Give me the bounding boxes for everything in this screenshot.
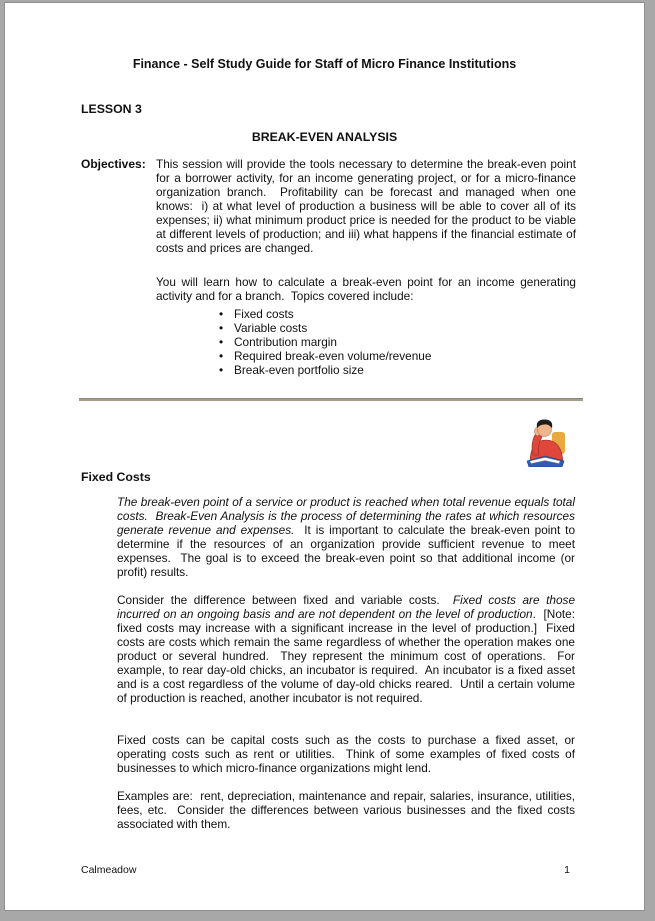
topic-label: Fixed costs <box>234 307 294 321</box>
bullet-icon: • <box>219 307 224 321</box>
section-title: BREAK-EVEN ANALYSIS <box>251 130 398 144</box>
topic-label: Variable costs <box>234 321 308 335</box>
bullet-icon: • <box>219 335 224 349</box>
objectives-label: Objectives: <box>81 157 146 171</box>
fixed-costs-paragraph-2 <box>117 593 582 705</box>
page-number: 1 <box>564 864 570 876</box>
paragraph-regular-text: Consider the difference between fixed and variable costs. <box>117 593 453 607</box>
page-footer <box>81 864 570 876</box>
topics-list <box>219 307 431 377</box>
fixed-costs-paragraph-4: Examples are: rent, depreciation, maintenance and repair, salaries, insurance, utilities, fees, etc. Consider the differences between various businesses and the fixed costs associated with them. <box>117 789 579 831</box>
document-page <box>4 2 645 911</box>
lesson-label: LESSON 3 <box>81 102 142 116</box>
section-divider <box>79 398 583 401</box>
topic-item <box>219 307 431 321</box>
topic-item <box>219 321 431 335</box>
topic-item <box>219 335 431 349</box>
bullet-icon: • <box>219 349 224 363</box>
bullet-icon: • <box>219 321 224 335</box>
topic-label: Required break-even volume/revenue <box>234 349 432 363</box>
fixed-costs-heading: Fixed Costs <box>81 470 151 484</box>
topic-label: Contribution margin <box>234 335 337 349</box>
learn-intro-text: You will learn how to calculate a break-even point for an income generating activity and for a branch. Topics covered include: <box>156 275 580 303</box>
topic-label: Break-even portfolio size <box>234 363 364 377</box>
bullet-icon: • <box>219 363 224 377</box>
paragraph-regular-text: It is important to calculate the break-even point to determine if the resources of an organization provide sufficient revenue to meet expenses. The goal is to exceed the break-even point so that additional income (or profit) results. <box>117 523 579 579</box>
document-title: Finance - Self Study Guide for Staff of Micro Finance Institutions <box>132 57 517 71</box>
topic-item <box>219 349 431 363</box>
paragraph-regular-text: . [Note: fixed costs may increase with a significant increase in the level of production.] Fixed costs are costs which remain the same regardless of whether the operation makes one product or several hundred. They represent the minimum cost of operations. For example, to rear day-old chicks, an incubator is required. An incubator is a fixed asset and is a cost regardless of the volume of day-old chicks reared. Until a certain volume of production is reached, another incubator is not required. <box>117 607 582 705</box>
topic-item <box>219 363 431 377</box>
person-reading-illustration <box>523 417 569 467</box>
footer-organization: Calmeadow <box>81 864 137 876</box>
objectives-text: This session will provide the tools necessary to determine the break-even point for a borrower activity, for an income generating project, or for a micro-finance organization branch. Profitability can be forecast and managed when one knows: i) at what level of production a business will be able to cover all of its expenses; ii) what minimum product price is needed for the product to be viable at different levels of production; and iii) what happens if the financial estimate of costs and prices are changed. <box>156 157 580 255</box>
paragraph-italic-text: Fixed costs are those incurred on an ongoing basis and are not dependent on the level of production <box>117 593 579 621</box>
paragraph-italic-text: The break-even point of a service or product is reached when total revenue equals total costs. Break-Even Analysis is the process of determining the rates at which resources generate revenue and expenses. <box>117 495 579 537</box>
fixed-costs-paragraph-1 <box>117 495 579 579</box>
fixed-costs-paragraph-3: Fixed costs can be capital costs such as the costs to purchase a fixed asset, or operating costs such as rent or utilities. Think of some examples of fixed costs of businesses to which micro-finance organizations might lend. <box>117 733 579 775</box>
